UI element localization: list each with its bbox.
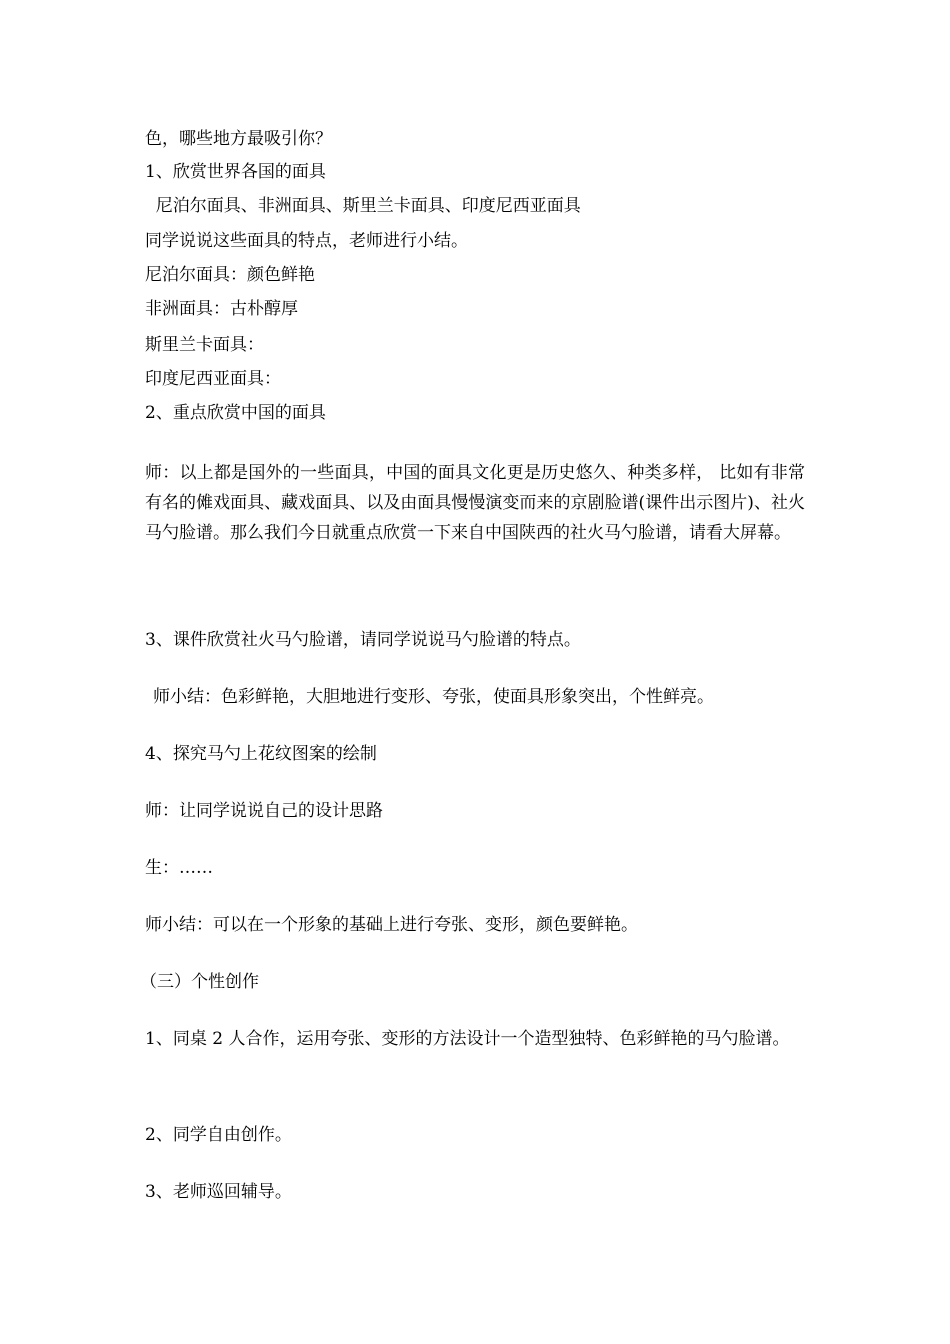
create-step-3: 3、老师巡回辅导。 xyxy=(145,1182,292,1202)
text-line: 尼泊尔面具、非洲面具、斯里兰卡面具、印度尼西亚面具 xyxy=(145,196,581,216)
create-step-2: 2、同学自由创作。 xyxy=(145,1125,292,1145)
text-line: 斯里兰卡面具： xyxy=(145,335,264,355)
text-line: 1、欣赏世界各国的面具 xyxy=(145,162,326,182)
summary-1: 师小结：色彩鲜艳，大胆地进行变形、夸张，使面具形象突出，个性鲜亮。 xyxy=(153,687,714,707)
text-line: 2、重点欣赏中国的面具 xyxy=(145,403,326,423)
create-step-1: 1、同桌 2 人合作，运用夸张、变形的方法设计一个造型独特、色彩鲜艳的马勺脸谱。 xyxy=(145,1029,790,1049)
text-line: 色，哪些地方最吸引你？ xyxy=(145,129,332,149)
teacher-intro-paragraph: 师：以上都是国外的一些面具，中国的面具文化更是历史悠久、种类多样， 比如有非常有名的傩戏面具、藏戏面具、以及由面具慢慢演变而来的京剧脸谱(课件出示图片)、社火马勺脸谱。那么我们今日就重点欣赏一下来自中国陕西的社火马勺脸谱，请看大屏幕。 xyxy=(145,463,805,543)
text-line: 非洲面具：古朴醇厚 xyxy=(145,299,298,319)
text-line: 印度尼西亚面具： xyxy=(145,369,281,389)
student-reply: 生：…… xyxy=(145,858,213,878)
teacher-prompt: 师：让同学说说自己的设计思路 xyxy=(145,801,383,821)
step-4: 4、探究马勺上花纹图案的绘制 xyxy=(145,744,377,764)
text-line: 尼泊尔面具：颜色鲜艳 xyxy=(145,265,315,285)
section-3-title: （三）个性创作 xyxy=(140,972,259,992)
summary-2: 师小结：可以在一个形象的基础上进行夸张、变形，颜色要鲜艳。 xyxy=(145,915,638,935)
text-line: 同学说说这些面具的特点，老师进行小结。 xyxy=(145,231,468,251)
step-3: 3、课件欣赏社火马勺脸谱，请同学说说马勺脸谱的特点。 xyxy=(145,630,581,650)
